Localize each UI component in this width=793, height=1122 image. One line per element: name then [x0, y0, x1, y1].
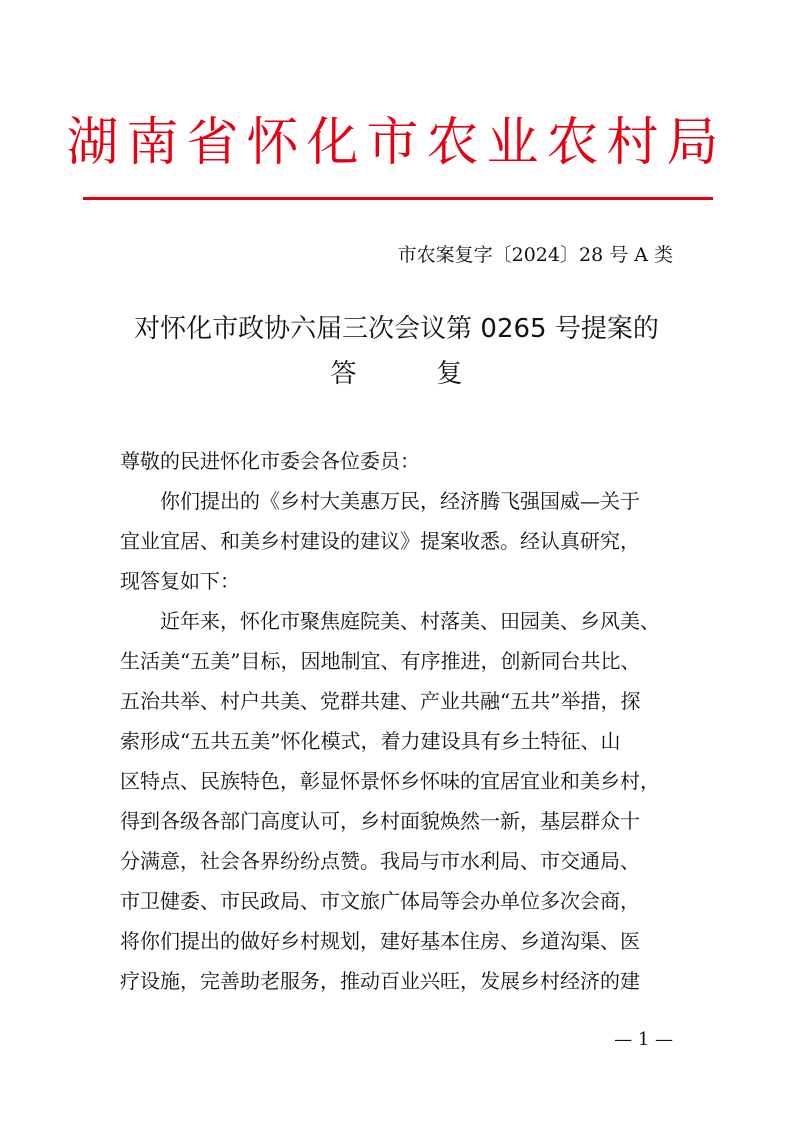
body-line: 疗设施，完善助老服务，推动百业兴旺，发展乡村经济的建 — [120, 969, 640, 993]
document-title-line-1: 对怀化市政协六届三次会议第 0265 号提案的 — [134, 314, 659, 344]
issuer-letterhead: 湖南省怀化市农业农村局 — [66, 113, 727, 173]
body-line: 生活美“五美”目标，因地制宜、有序推进，创新同台共比、 — [120, 649, 641, 673]
body-line: 将你们提出的做好乡村规划，建好基本住房、乡道沟渠、医 — [120, 929, 640, 953]
document-title-line-2 — [0, 357, 793, 391]
body-line: 五治共举、村户共美、党群共建、产业共融“五共”举措，探 — [120, 689, 641, 713]
document-number: 市农案复字〔2024〕28 号 A 类 — [397, 244, 673, 266]
body-line: 宜业宜居、和美乡村建设的建议》提案收悉。经认真研究， — [120, 529, 640, 553]
document-title-char-1: 答 — [330, 359, 357, 389]
body-line: 分满意，社会各界纷纷点赞。我局与市水利局、市交通局、 — [120, 849, 640, 873]
letterhead-divider — [83, 197, 713, 200]
body-line: 区特点、民族特色，彰显怀景怀乡怀味的宜居宜业和美乡村， — [120, 769, 660, 793]
body-line: 近年来，怀化市聚焦庭院美、村落美、田园美、乡风美、 — [160, 609, 660, 633]
body-line: 索形成“五共五美”怀化模式，着力建设具有乡土特征、山 — [120, 729, 621, 753]
body-line: 得到各级各部门高度认可，乡村面貌焕然一新，基层群众十 — [120, 809, 640, 833]
body-line: 现答复如下： — [120, 569, 240, 593]
body-line: 你们提出的《乡村大美惠万民，经济腾飞强国威—关于 — [160, 489, 640, 513]
body-line: 市卫健委、市民政局、市文旅广体局等会办单位多次会商， — [120, 889, 640, 913]
page-number: — 1 — — [614, 1029, 673, 1050]
document-title-char-2: 复 — [436, 359, 463, 389]
salutation: 尊敬的民进怀化市委会各位委员： — [120, 449, 420, 473]
